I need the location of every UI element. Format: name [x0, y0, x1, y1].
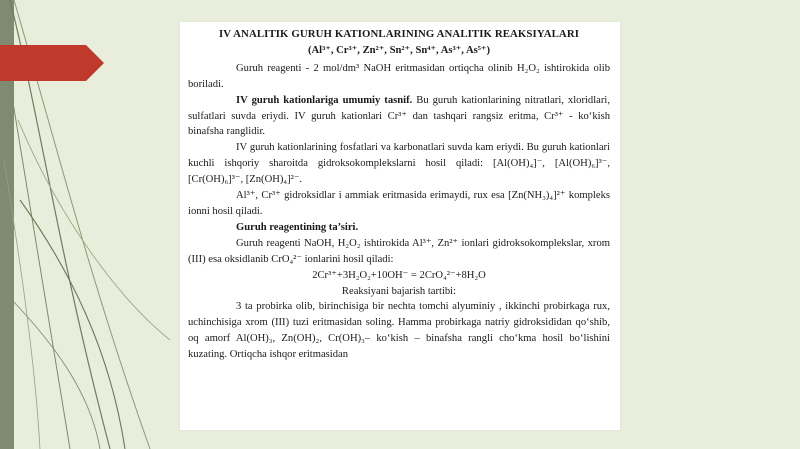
paragraph-text: Bu guruh kationlarining nitratlari, xloridlari, sulfatlari suvda eriydi. IV guruh kationlari Cr³⁺ dan tashqari rangsiz eritma, Cr³⁺ - ko‘kish binafsha ranglidir.: [188, 94, 610, 138]
paragraph-text: Reaksiyani bajarish tartibi:: [341, 285, 457, 297]
paragraph: [188, 299, 610, 363]
red-arrow-icon: [0, 45, 104, 81]
document-title: IV ANALITIK GURUH KATIONLARINING ANALITIK REAKSIYALARI: [218, 28, 580, 40]
paragraph: [188, 236, 610, 268]
paragraph-text: Al³⁺, Cr³⁺ gidroksidlar i ammiak eritmasida erimaydi, rux esa [Zn(NH₃)₄]²⁺ kompleks ionni hosil qiladi.: [188, 190, 610, 217]
paragraph-text: 2Cr³⁺+3H₂O₂+10OH⁻ = 2CrO₄²⁻+8H₂O: [312, 269, 486, 281]
paragraph: [188, 268, 610, 284]
document-content: [180, 22, 620, 363]
paragraph-lead: IV guruh kationlariga umumiy tasnif.: [236, 94, 413, 106]
paragraph-list: [188, 61, 610, 363]
paragraph-text: 3 ta probirka olib, birinchisiga bir nechta tomchi alyuminiy , ikkinchi probirkaga rux, uchinchisiga xrom (III) tuzi eritmasidan soling. Hamma probirkaga natriy gidroksididan qo‘shib, oq amorf Al(OH)₃, Zn(OH)₂, Cr(OH)₃– ko‘kish – binafsha rangli cho‘kma hosil bo‘lishini kuzating. Ortiqcha ishqor eritmasidan: [188, 301, 610, 361]
paragraph-text: Guruh reagentining ta’siri.: [236, 221, 359, 233]
paragraph: [188, 140, 610, 188]
paragraph: [188, 93, 610, 141]
paragraph-text: Guruh reagenti - 2 mol/dm³ NaOH eritmasidan ortiqcha olinib H₂O₂ ishtirokida olib boriladi.: [188, 62, 610, 90]
paragraph: [188, 220, 610, 236]
paragraph-text: Guruh reagenti NaOH, H₂O₂ ishtirokida Al³⁺, Zn²⁺ ionlari gidroksokomplekslar, xrom (III) esa oksidlanib CrO₄²⁻ ionlarini hosil qiladi:: [188, 237, 610, 265]
paragraph: [188, 61, 610, 93]
paragraph: [188, 188, 610, 220]
document-page: [180, 22, 620, 430]
paragraph: [188, 284, 610, 300]
paragraph-text: IV guruh kationlarining fosfatlari va karbonatlari suvda kam eriydi. Bu guruh kationlari kuchli ishqoriy sharoitda gidroksokomplekslarni hosil qiladi: [Al(OH)₄]⁻, [Al(OH)₆]³⁻, [Cr(OH)₆]³⁻, [Zn(OH)₄]²⁻.: [188, 142, 610, 186]
ion-list: (Al³⁺, Cr³⁺, Zn²⁺, Sn²⁺, Sn⁴⁺, As³⁺, As⁵⁺): [307, 44, 491, 56]
